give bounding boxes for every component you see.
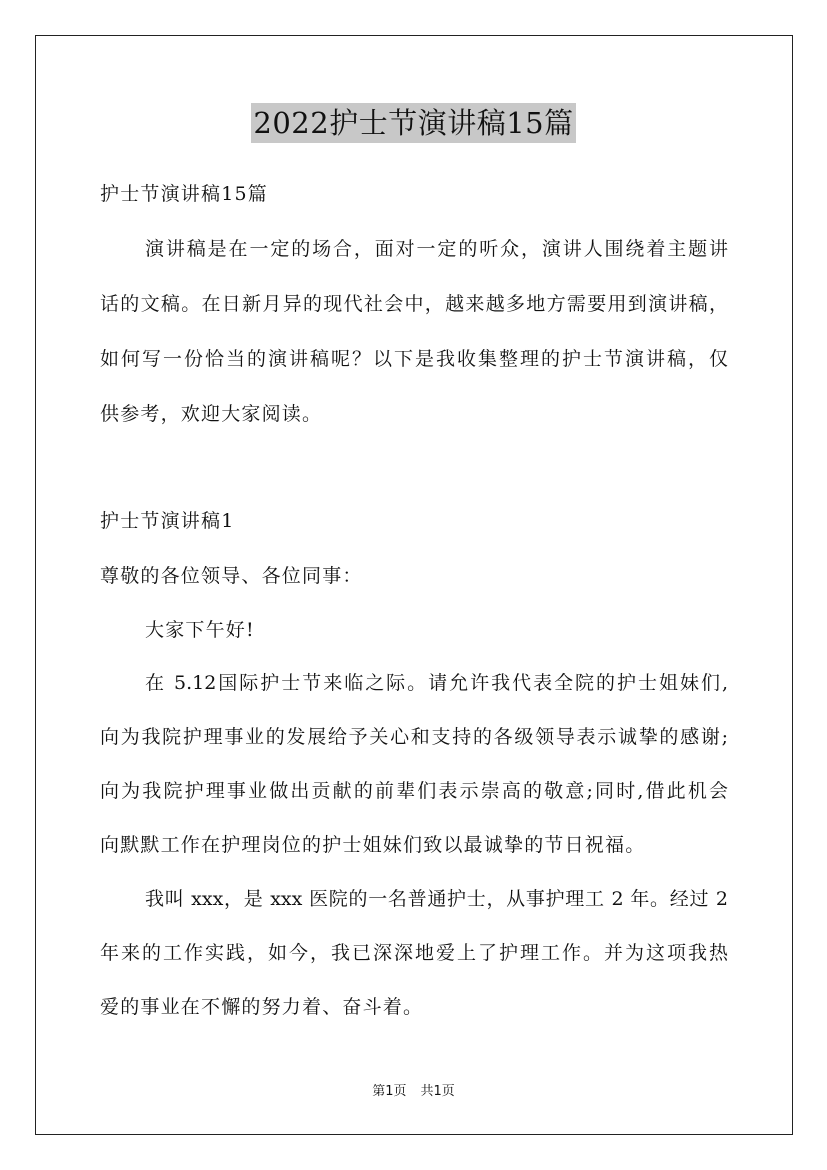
paragraph-line: 在 5.12国际护士节来临之际。请允许我代表全院的护士姐妹们, [145, 672, 728, 694]
greeting: 大家下午好! [145, 619, 255, 641]
intro-line: 话的文稿。在日新月异的现代社会中，越来越多地方需要用到演讲稿， [100, 293, 728, 315]
paragraph-line: 我叫 xxx，是 xxx 医院的一名普通护士，从事护理工 2 年。经过 2 [145, 888, 728, 910]
paragraph-line: 爱的事业在不懈的努力着、奋斗着。 [100, 996, 424, 1018]
document-title: 2022护士节演讲稿15篇 [251, 103, 575, 143]
title-container [0, 103, 827, 143]
intro-line: 如何写一份恰当的演讲稿呢？以下是我收集整理的护士节演讲稿，仅 [100, 348, 728, 370]
section-heading: 护士节演讲稿1 [100, 510, 235, 532]
paragraph-line: 向为我院护理事业的发展给予关心和支持的各级领导表示诚挚的感谢; [100, 726, 728, 748]
paragraph-line: 年来的工作实践，如今，我已深深地爱上了护理工作。并为这项我热 [100, 942, 728, 964]
salutation: 尊敬的各位领导、各位同事： [100, 565, 363, 587]
paragraph-line: 向为我院护理事业做出贡献的前辈们表示崇高的敬意;同时,借此机会 [100, 780, 728, 802]
intro-line: 供参考，欢迎大家阅读。 [100, 403, 323, 425]
paragraph-line: 向默默工作在护理岗位的护士姐妹们致以最诚挚的节日祝福。 [100, 834, 646, 856]
page-footer [0, 1084, 827, 1100]
intro-line: 演讲稿是在一定的场合，面对一定的听众，演讲人围绕着主题讲 [145, 238, 728, 260]
page-number: 第1页 [372, 1084, 407, 1099]
document-subtitle: 护士节演讲稿15篇 [100, 183, 268, 205]
page-total: 共1页 [420, 1084, 455, 1099]
